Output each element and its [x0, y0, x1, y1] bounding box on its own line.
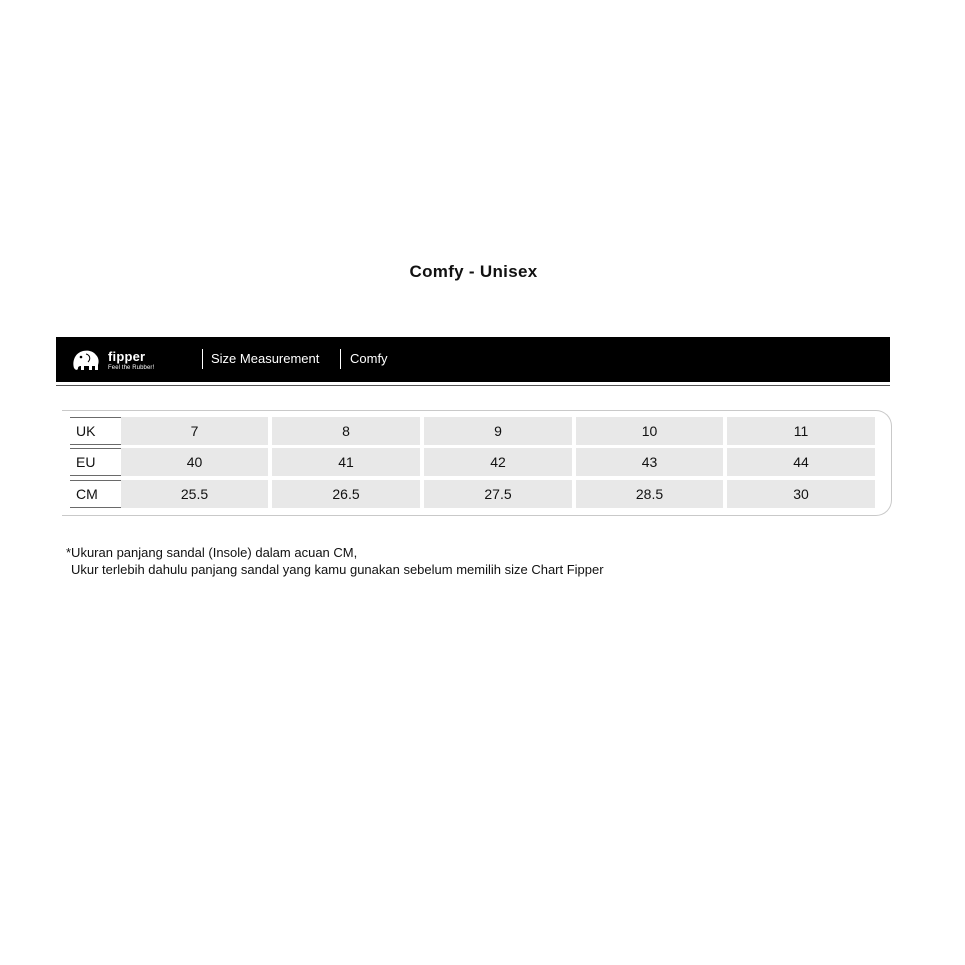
banner-divider — [202, 349, 203, 369]
size-cell: 25.5 — [121, 480, 268, 508]
brand-tagline: Feel the Rubber! — [108, 364, 155, 371]
size-cell: 11 — [727, 417, 875, 445]
brand-logo — [70, 346, 154, 374]
size-cell: 7 — [121, 417, 268, 445]
brand-banner — [56, 337, 890, 382]
size-cell: 41 — [272, 448, 420, 476]
size-cell: 10 — [576, 417, 723, 445]
banner-underline — [56, 385, 890, 386]
size-cell: 44 — [727, 448, 875, 476]
size-cell: 8 — [272, 417, 420, 445]
footnote-line-1: *Ukuran panjang sandal (Insole) dalam acuan CM, — [66, 545, 358, 560]
banner-divider — [340, 349, 341, 369]
size-cell: 26.5 — [272, 480, 420, 508]
row-label-uk: UK — [70, 417, 140, 445]
row-label-cm: CM — [70, 480, 140, 508]
size-cell: 27.5 — [424, 480, 572, 508]
footnote-line-2: Ukur terlebih dahulu panjang sandal yang kamu gunakan sebelum memilih size Chart Fipper — [71, 562, 604, 577]
brand-name: fipper — [108, 348, 146, 364]
page-title: Comfy - Unisex — [409, 262, 538, 281]
banner-section-label: Size Measurement — [211, 351, 320, 366]
size-cell: 42 — [424, 448, 572, 476]
size-cell: 30 — [727, 480, 875, 508]
row-label-eu: EU — [70, 448, 140, 476]
size-cell: 43 — [576, 448, 723, 476]
size-cell: 40 — [121, 448, 268, 476]
banner-product-label: Comfy — [350, 351, 388, 366]
elephant-icon — [70, 347, 104, 373]
size-cell: 9 — [424, 417, 572, 445]
footnote — [66, 544, 604, 578]
brand-wordmark — [108, 350, 154, 371]
size-cell: 28.5 — [576, 480, 723, 508]
